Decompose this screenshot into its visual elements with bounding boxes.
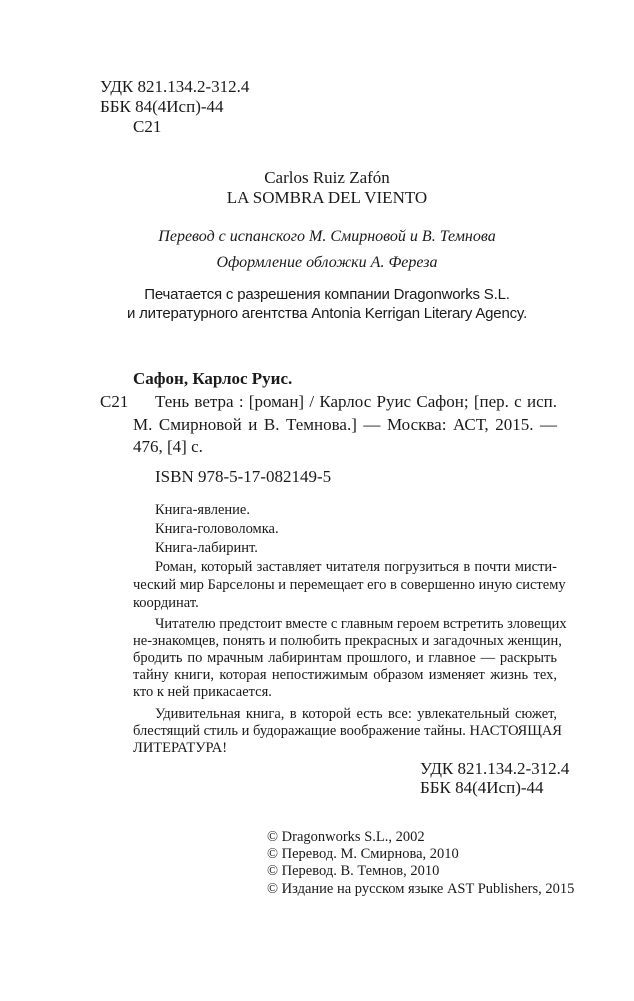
permission-line: и литературного агентства Antonia Kerrigan Literary Agency. (126, 305, 528, 322)
annotation-bbk: ББК 84(4Исп)-44 (420, 778, 544, 797)
annotation-line: не-знакомцев, понять и полюбить прекрасных и загадочных женщин, (133, 633, 562, 649)
annotation-line: координат. (133, 595, 199, 611)
author-code: С21 (133, 117, 162, 136)
annotation-line: Книга-явление. (155, 502, 250, 518)
annotation-line: Читателю предстоит вместе с главным героем встретить зловещих (155, 616, 567, 632)
copyright-line: © Перевод. В. Темнов, 2010 (267, 863, 440, 879)
translation-credit: Перевод с испанского М. Смирновой и В. Темнова (158, 228, 496, 245)
copyright-line: © Dragonworks S.L., 2002 (267, 829, 425, 845)
annotation-line: Книга-головоломка. (155, 521, 279, 537)
isbn: ISBN 978-5-17-082149-5 (155, 467, 332, 486)
cover-credit: Оформление обложки А. Фереза (216, 254, 438, 271)
annotation-line: тайну книги, которая непостижимым образом изменяет жизнь тех, (133, 667, 557, 683)
catalog-entry-line: М. Смирновой и В. Темнова.] — Москва: АСТ, 2015. — (133, 415, 557, 434)
original-title: LA SOMBRA DEL VIENTO (226, 188, 428, 207)
annotation-line: блестящий стиль и будоражащие воображение тайны. НАСТОЯЩАЯ (133, 723, 562, 739)
annotation-line: Удивительная книга, в которой есть все: увлекательный сюжет, (155, 706, 557, 722)
original-author: Carlos Ruiz Zafón (264, 168, 390, 187)
annotation-line: бродить по мрачным лабиринтам прошлого, и главное — раскрыть (133, 650, 557, 666)
catalog-code: С21 (100, 392, 129, 411)
permission-line: Печатается с разрешения компании Dragonworks S.L. (144, 286, 510, 303)
catalog-author-heading: Сафон, Карлос Руис. (133, 369, 293, 388)
udk-code: УДК 821.134.2-312.4 (100, 77, 250, 96)
bbk-code: ББК 84(4Исп)-44 (100, 97, 224, 116)
annotation-line: ЛИТЕРАТУРА! (133, 740, 228, 756)
catalog-entry-line: Тень ветра : [роман] / Карлос Руис Сафон; [пер. с исп. (155, 392, 557, 411)
copyright-line: © Издание на русском языке AST Publishers, 2015 (267, 881, 575, 897)
annotation-line: кто к ней прикасается. (133, 684, 272, 700)
annotation-line: Роман, который заставляет читателя погрузиться в почти мисти- (155, 559, 557, 575)
catalog-entry-line: 476, [4] с. (133, 437, 203, 456)
annotation-line: Книга-лабиринт. (155, 540, 258, 556)
copyright-line: © Перевод. М. Смирнова, 2010 (267, 846, 459, 862)
annotation-udk: УДК 821.134.2-312.4 (420, 759, 570, 778)
annotation-line: ческий мир Барселоны и перемещает его в совершенно иную систему (133, 577, 566, 593)
